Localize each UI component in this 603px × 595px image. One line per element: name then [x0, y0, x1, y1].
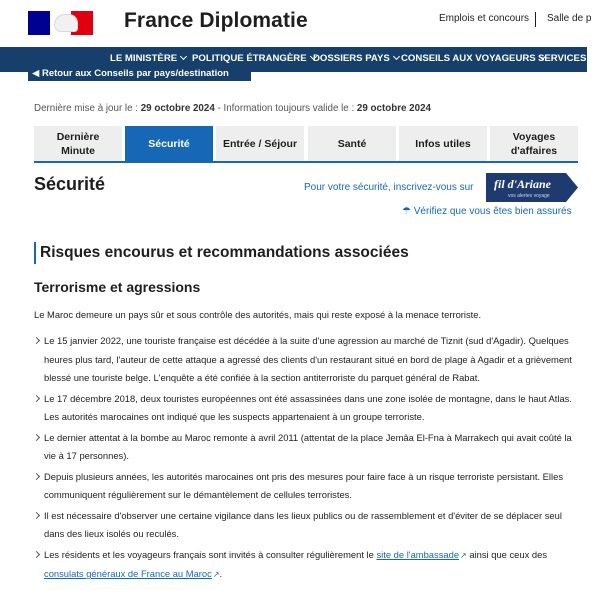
jobs-link[interactable]: Emplois et concours	[439, 13, 530, 24]
terrorism-heading: Terrorisme et agressions	[34, 279, 201, 295]
intro-paragraph: Le Maroc demeure un pays sûr et sous contrôle des autorités, mais qui reste exposé à la menace terroriste.	[34, 309, 482, 320]
tab-label: Voyages d'affaires	[510, 131, 558, 157]
nav-dossiers-pays[interactable]	[313, 53, 399, 64]
verify-insurance-link[interactable]	[402, 206, 572, 217]
country-tabs	[34, 126, 578, 162]
tab-securite[interactable]	[125, 126, 213, 162]
last-item-text: Les résidents et les voyageurs français sont invités à consulter régulièrement le	[44, 548, 377, 560]
nav-ministere[interactable]	[110, 53, 186, 64]
tab-label: Entrée / Séjour	[222, 138, 298, 150]
update-info	[34, 103, 431, 114]
nav-label: CONSEILS AUX VOYAGEURS	[401, 53, 536, 64]
marianne-icon	[54, 14, 78, 32]
nav-conseils-voyageurs[interactable]	[401, 53, 545, 64]
press-room-link[interactable]: Salle de p	[547, 13, 592, 24]
embassy-link[interactable]: site de l'ambassade	[376, 548, 460, 560]
update-label: Dernière mise à jour le :	[34, 103, 141, 114]
chevron-down-icon	[393, 53, 400, 60]
tab-label: Sécurité	[148, 138, 190, 150]
ariane-logo-text: fil d'Ariane	[494, 177, 552, 191]
back-link-label: Retour aux Conseils par pays/destination	[41, 68, 229, 79]
top-link-separator	[535, 12, 536, 27]
last-item-middle: ainsi que ceux des	[466, 548, 548, 560]
consulates-link[interactable]: consulats généraux de France au Maroc	[44, 568, 212, 579]
list-item: Le dernier attentat à la bombe au Maroc remonte à avril 2011 (attentat de la place Jemâa El-Fna à Marrakech qui avait coûté la vie à 17 personnes).	[34, 429, 574, 466]
back-to-advice-link[interactable]: ◀ Retour aux Conseils par pays/destination	[28, 69, 251, 81]
umbrella-icon: ☂	[402, 206, 411, 217]
list-item: Le 15 janvier 2022, une touriste française est décédée à la suite d'une agression au marché de Tiznit (sud d'Agadir). Quelques heures plus tard, l'auteur de cette attaque a agressé des clients d'un restaurant situé en bord de plage à Agadir et a grièvement blessé une touriste belge. L'enquête a été confiée à la section antiterroriste du parquet général de Rabat.	[34, 332, 574, 388]
verify-label: Vérifiez que vous êtes bien assurés	[413, 206, 572, 217]
list-item	[34, 546, 574, 585]
tab-label: Infos utiles	[415, 138, 471, 150]
risks-heading: Risques encourus et recommandations associées	[34, 242, 409, 264]
site-header	[0, 0, 592, 47]
chevron-down-icon	[180, 53, 187, 60]
tab-label: Santé	[337, 138, 367, 150]
section-title: Sécurité	[34, 174, 106, 194]
tab-derniere-minute[interactable]	[34, 126, 122, 162]
validity-date: 29 octobre 2024	[356, 103, 431, 114]
tabs-underline	[34, 161, 578, 163]
nav-politique-etrangere[interactable]	[192, 53, 316, 64]
nav-services[interactable]	[538, 53, 603, 64]
external-link-icon: ↗	[460, 550, 467, 560]
list-item: Le 17 décembre 2018, deux touristes européennes ont été assassinées dans une zone isolée de montagne, dans le haut Atlas. Les autorités marocaines ont indiqué que les suspects appartenaient à un groupe terroriste.	[34, 390, 574, 427]
list-item: Depuis plusieurs années, les autorités marocaines ont pris des mesures pour faire face à un risque terroriste persistant. Elles communiquent régulièrement sur le démantèlement de cellules terroristes.	[34, 468, 574, 505]
tab-label: Dernière Minute	[56, 131, 100, 157]
last-item-end: .	[219, 568, 223, 579]
nav-label: POLITIQUE ÉTRANGÈRE	[192, 53, 307, 64]
external-link-icon: ↗	[212, 570, 220, 579]
ariane-invite-text: Pour votre sécurité, inscrivez-vous sur	[304, 182, 474, 193]
fil-ariane-logo[interactable]	[486, 173, 578, 202]
nav-label: DOSSIERS PAYS	[313, 53, 390, 64]
validity-label: - Information toujours valide le :	[214, 103, 357, 114]
republique-francaise-logo[interactable]	[28, 11, 93, 35]
tab-voyages-affaires[interactable]	[490, 126, 578, 162]
risk-list	[34, 332, 574, 587]
tab-sante[interactable]	[308, 126, 396, 162]
update-date: 29 octobre 2024	[140, 103, 215, 114]
ariane-logo-sub: vos alertes voyage	[508, 193, 550, 199]
list-item: Il est nécessaire d'observer une certaine vigilance dans les lieux publics ou de rassemblement et d'éviter de se déplacer seul dans des lieux isolés ou reculés.	[34, 507, 574, 544]
flag-blue-band	[28, 11, 50, 35]
flag-white-band	[50, 11, 71, 35]
nav-label: LE MINISTÈRE	[110, 53, 178, 64]
site-title[interactable]: France Diplomatie	[124, 9, 308, 32]
tab-infos-utiles[interactable]	[399, 126, 487, 162]
nav-label: SERVICES AU	[538, 53, 603, 64]
tab-entree-sejour[interactable]	[216, 126, 304, 162]
